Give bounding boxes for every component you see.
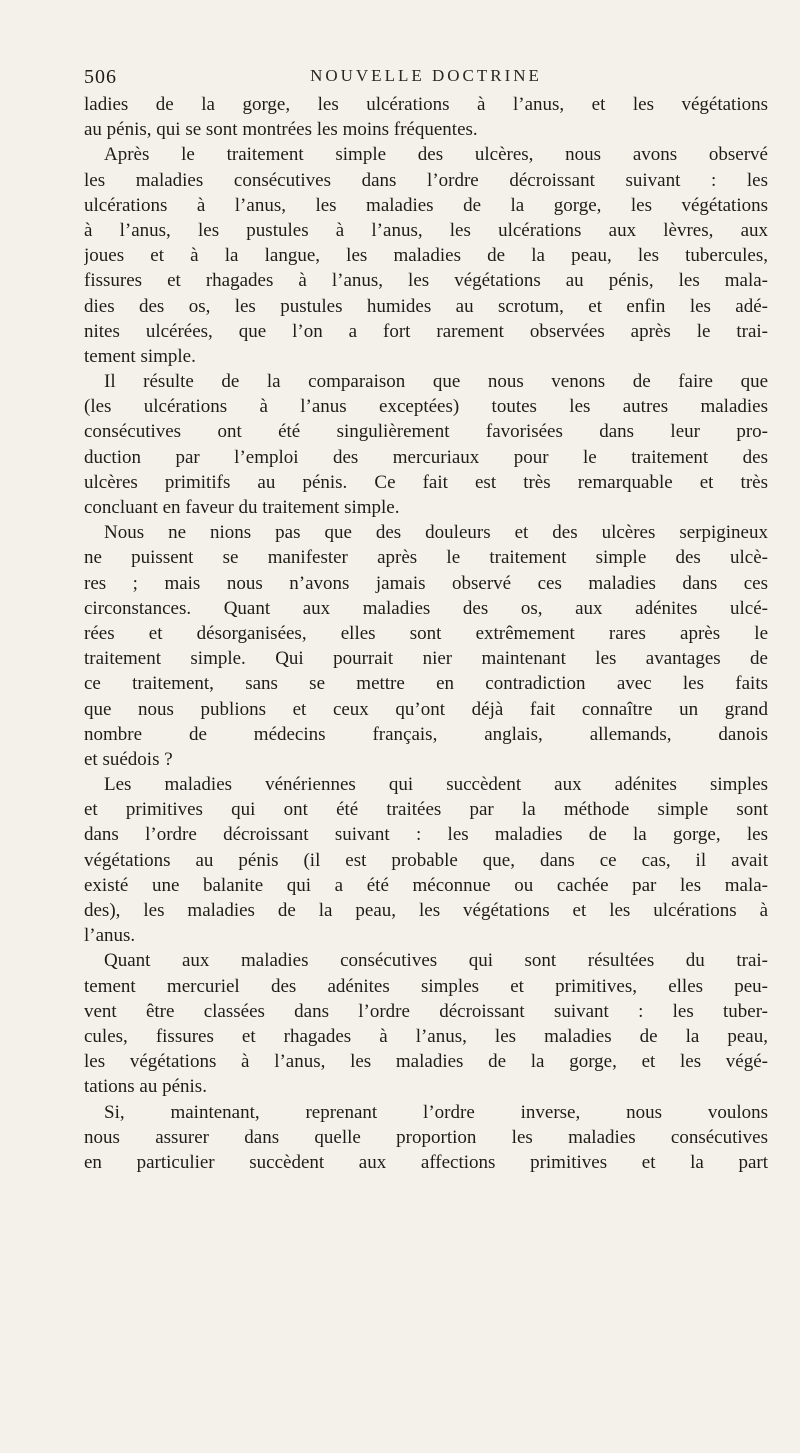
text-line: concluant en faveur du traitement simple.: [84, 497, 400, 518]
text-line: nites ulcérées, que l’on a fort rarement observées après le trai-: [84, 320, 768, 342]
text-line: que nous publions et ceux qu’ont déjà fait connaître un grand: [84, 698, 768, 720]
text-line: ce traitement, sans se mettre en contradiction avec les faits: [84, 673, 768, 695]
page-number: 506: [84, 66, 117, 88]
text-line: les végétations à l’anus, les maladies de la gorge, et les végé-: [84, 1051, 768, 1073]
text-line: Les maladies vénériennes qui succèdent aux adénites simples: [104, 774, 768, 796]
text-line: vent être classées dans l’ordre décroissant suivant : les tuber-: [84, 1000, 768, 1022]
text-line: Après le traitement simple des ulcères, nous avons observé: [104, 144, 768, 166]
text-line: les maladies consécutives dans l’ordre décroissant suivant : les: [84, 169, 768, 191]
text-line: l’anus.: [84, 925, 136, 947]
text-line: au pénis, qui se sont montrées les moins fréquentes.: [84, 119, 478, 141]
text-line: (les ulcérations à l’anus exceptées) toutes les autres maladies: [84, 396, 768, 418]
text-line: ulcères primitifs au pénis. Ce fait est très remarquable et très: [84, 471, 768, 493]
text-line: circonstances. Quant aux maladies des os, aux adénites ulcé-: [84, 597, 768, 619]
text-line: tement mercuriel des adénites simples et primitives, elles peu-: [84, 975, 768, 997]
text-line: Si, maintenant, reprenant l’ordre inverse, nous voulons: [104, 1101, 768, 1123]
text-line: dans l’ordre décroissant suivant : les maladies de la gorge, les: [84, 824, 768, 846]
body-text: [84, 92, 768, 1175]
text-line: ladies de la gorge, les ulcérations à l’anus, et les végétations: [84, 94, 768, 115]
text-line: duction par l’emploi des mercuriaux pour le traitement des: [84, 446, 768, 468]
text-line: consécutives ont été singulièrement favorisées dans leur pro-: [84, 421, 768, 443]
text-line: nous assurer dans quelle proportion les maladies consécutives: [84, 1126, 768, 1148]
text-line: végétations au pénis (il est probable que, dans ce cas, il avait: [84, 849, 768, 871]
text-line: Nous ne nions pas que des douleurs et des ulcères serpigineux: [104, 522, 768, 544]
text-line: rées et désorganisées, elles sont extrêmement rares après le: [84, 622, 768, 644]
text-line: tations au pénis.: [84, 1076, 207, 1098]
text-line: traitement simple. Qui pourrait nier maintenant les avantages de: [84, 648, 768, 670]
text-line: ne puissent se manifester après le traitement simple des ulcè-: [84, 547, 768, 569]
text-line: en particulier succèdent aux affections primitives et la part: [84, 1151, 768, 1173]
text-line: et suédois ?: [84, 748, 173, 770]
text-line: nombre de médecins français, anglais, allemands, danois: [84, 723, 768, 745]
running-head: NOUVELLE DOCTRINE: [310, 66, 542, 85]
text-line: cules, fissures et rhagades à l’anus, les maladies de la peau,: [84, 1025, 768, 1047]
text-line: existé une balanite qui a été méconnue ou cachée par les mala-: [84, 874, 768, 896]
text-line: res ; mais nous n’avons jamais observé ces maladies dans ces: [84, 572, 768, 594]
text-line: Quant aux maladies consécutives qui sont résultées du trai-: [104, 950, 768, 972]
text-line: et primitives qui ont été traitées par la méthode simple sont: [84, 799, 768, 821]
text-line: dies des os, les pustules humides au scrotum, et enfin les adé-: [84, 295, 768, 317]
text-line: Il résulte de la comparaison que nous venons de faire que: [104, 371, 768, 393]
text-line: joues et à la langue, les maladies de la peau, les tubercules,: [84, 245, 768, 267]
text-line: ulcérations à l’anus, les maladies de la gorge, les végétations: [84, 194, 768, 216]
text-line: des), les maladies de la peau, les végétations et les ulcérations à: [84, 900, 768, 921]
text-line: tement simple.: [84, 345, 196, 367]
text-line: à l’anus, les pustules à l’anus, les ulcérations aux lèvres, aux: [84, 219, 768, 241]
text-line: fissures et rhagades à l’anus, les végétations au pénis, les mala-: [84, 270, 768, 292]
page-header: [84, 66, 768, 92]
